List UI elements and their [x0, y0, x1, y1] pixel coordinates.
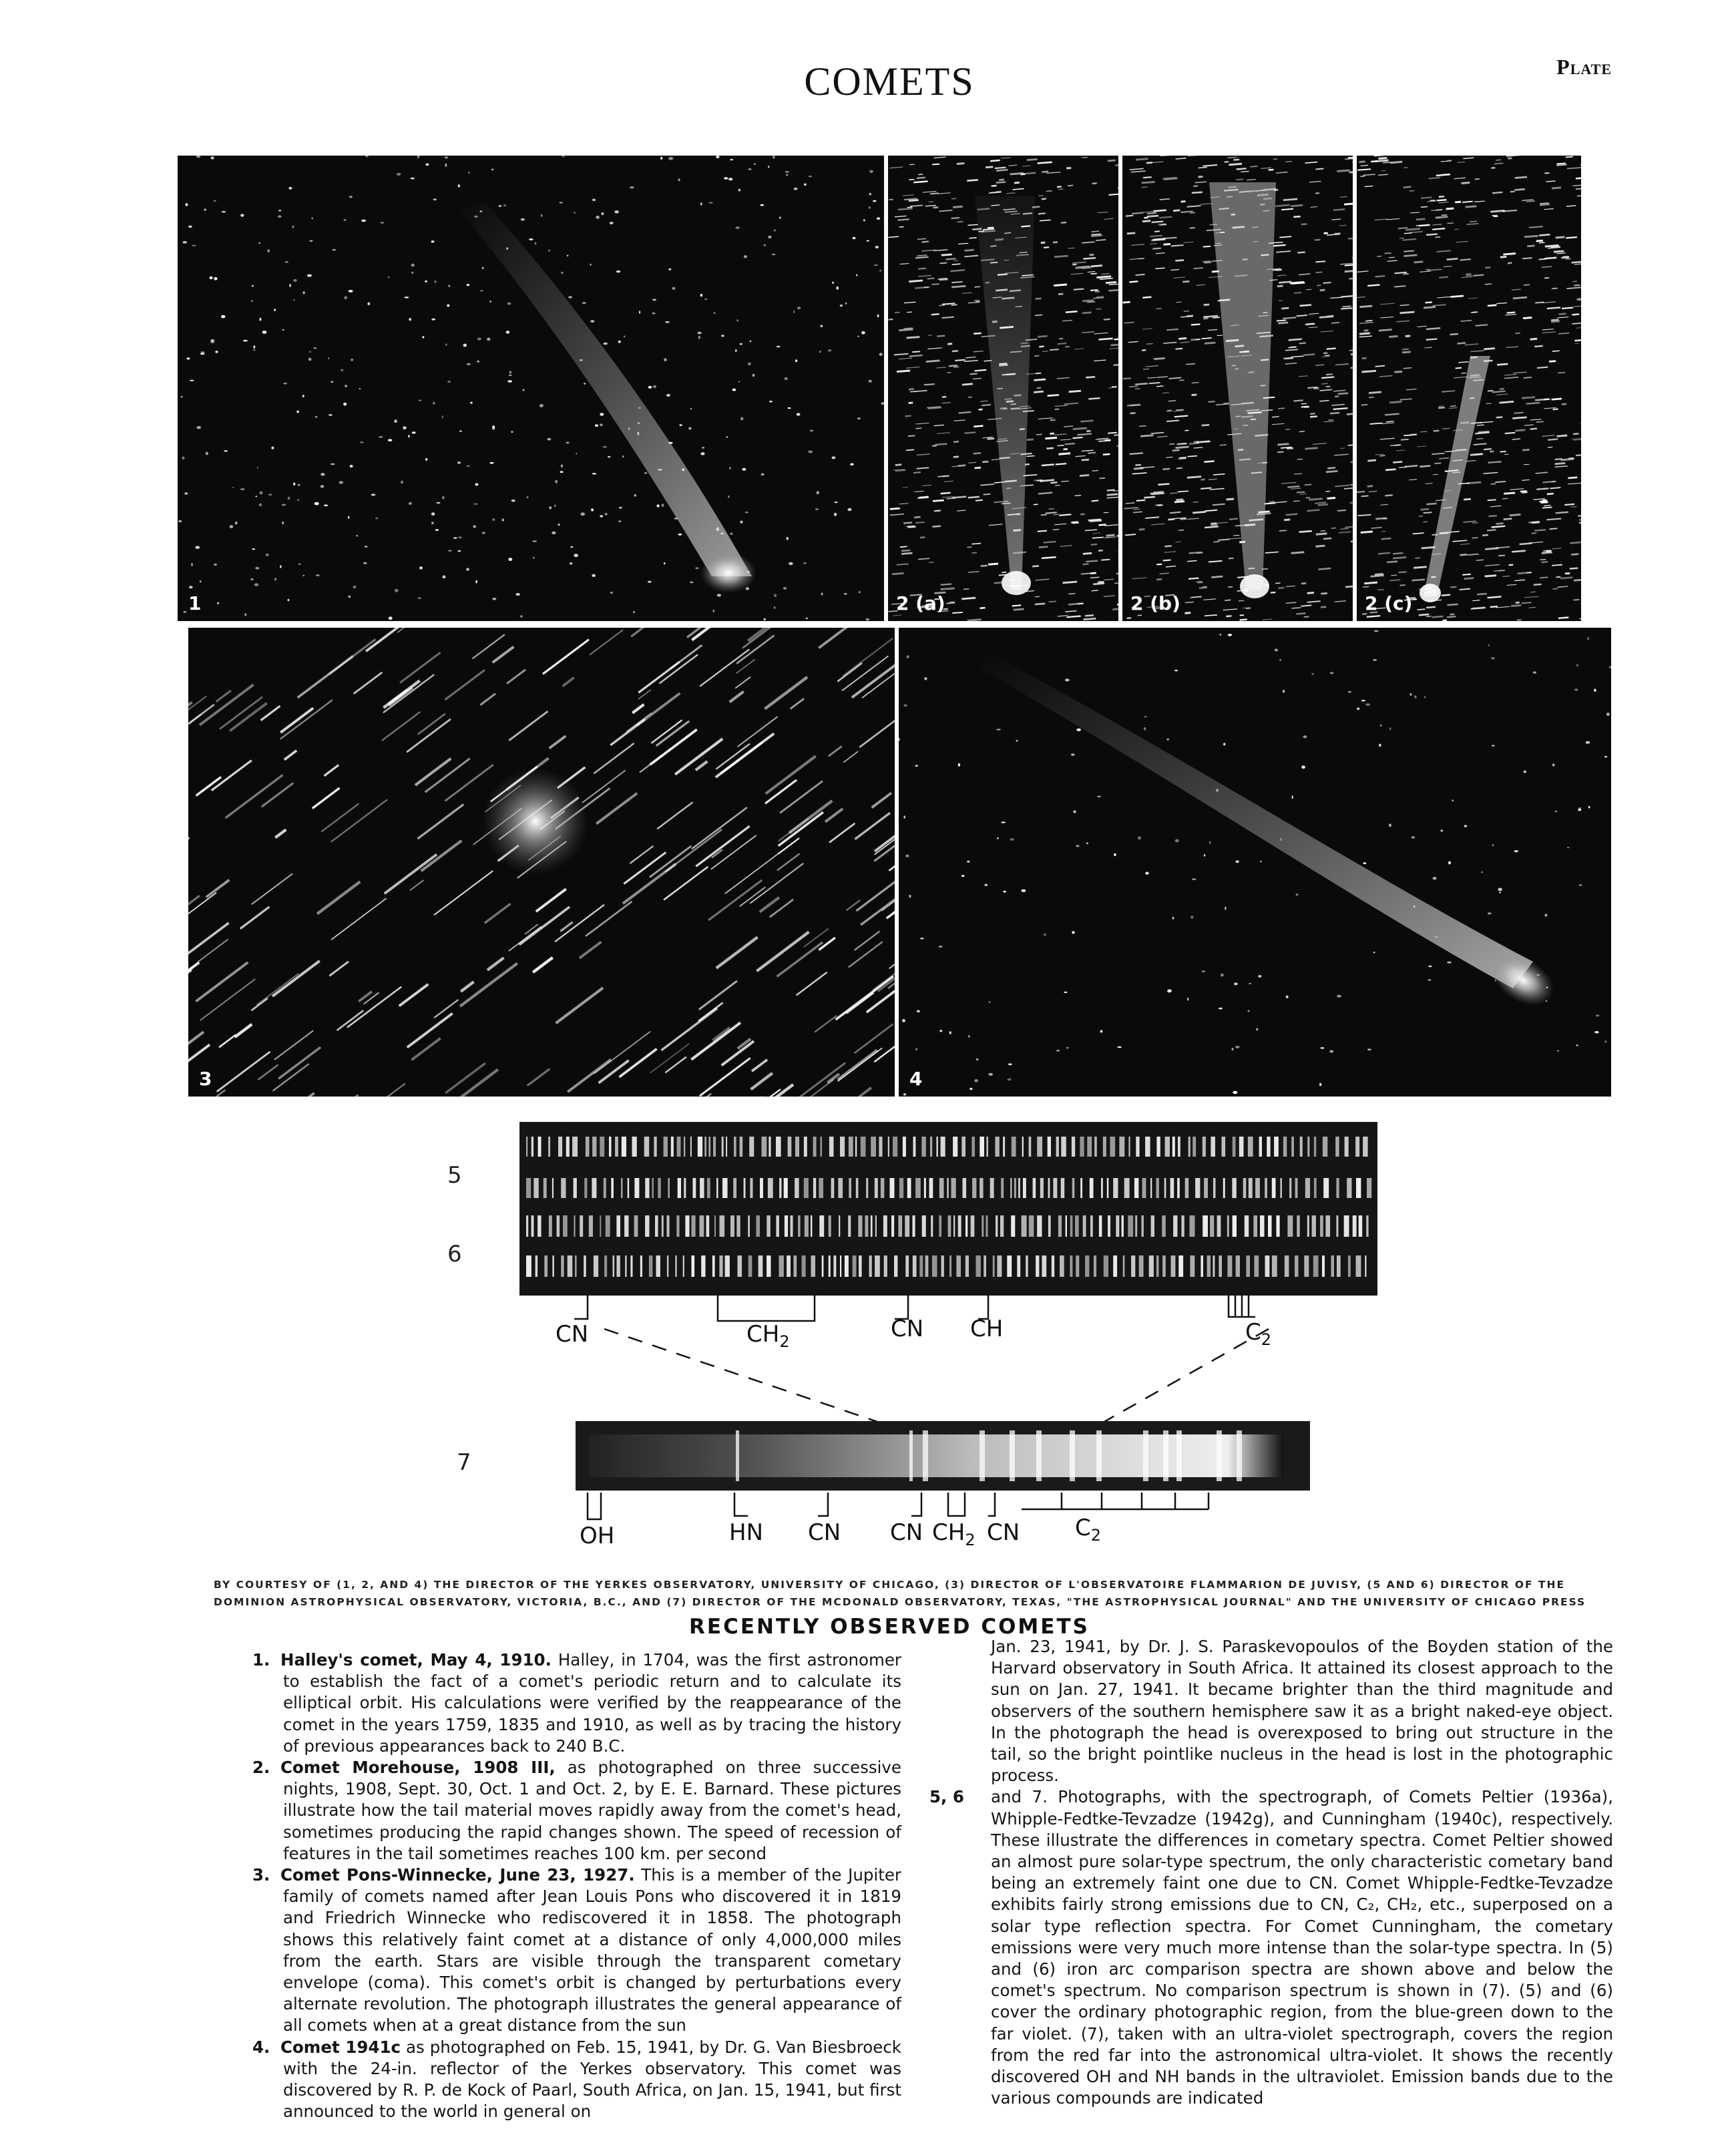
label-hn: HN [729, 1519, 763, 1546]
label-cn-b: CN [891, 1316, 924, 1342]
spectrum-number-7: 7 [457, 1449, 471, 1476]
label-ch2-a: $CH_2$ [746, 1321, 790, 1351]
plate-label: Plate [1556, 55, 1612, 79]
photo-label-2a: 2 (a) [896, 592, 945, 614]
label-cn-e: CN [987, 1519, 1020, 1546]
photo-morehouse-c [1357, 156, 1581, 621]
credits-line-2: DOMINION ASTROPHYSICAL OBSERVATORY, VICTORIA, B.C., AND (7) DIRECTOR OF THE MCDONALD OBSERVATORY, TEXAS, "THE ASTROPHYSICAL JOURNAL" AND THE UNIVERSITY OF CHICAGO PRESS [214, 1596, 1586, 1608]
photo-label-4: 4 [909, 1068, 923, 1090]
label-ch: CH [970, 1316, 1004, 1342]
page-title: COMETS [804, 59, 975, 104]
entry-4: 4. Comet 1941c as photographed on Feb. 15, 1941, by Dr. G. Van Biesbroeck with the 24-in. reflector of the Yerkes observatory. This comet was discovered by R. P. de Kock of Paarl, South Africa, on Jan. 15, 1941, but first announced to the world in general on [252, 2037, 901, 2122]
spectrum-number-6: 6 [447, 1241, 462, 1268]
section-heading: RECENTLY OBSERVED COMETS [689, 1615, 1090, 1639]
label-c2-a: $C_2$ [1245, 1319, 1272, 1349]
label-c2-b: $C_2$ [1075, 1515, 1102, 1545]
label-cn-a: CN [556, 1321, 589, 1348]
label-cn-d: CN [890, 1519, 923, 1546]
spectrum-plate-7 [576, 1421, 1310, 1491]
spectrum-plate-5-6 [519, 1122, 1377, 1296]
photo-label-1: 1 [188, 592, 202, 614]
text-column-right [929, 1636, 1613, 2109]
credits-line-1: BY COURTESY OF (1, 2, AND 4) THE DIRECTOR OF THE YERKES OBSERVATORY, UNIVERSITY OF CHICAGO, (3) DIRECTOR OF L'OBSERVATOIRE FLAMMARION DE JUVISY, (5 AND 6) DIRECTOR OF THE [214, 1579, 1566, 1591]
credits [214, 1576, 1616, 1611]
photo-label-2c: 2 (c) [1365, 592, 1413, 614]
spectrum-number-5: 5 [447, 1162, 462, 1189]
photo-morehouse-a [888, 156, 1118, 621]
entry-3: 3. Comet Pons-Winnecke, June 23, 1927. This is a member of the Jupiter family of comets named after Jean Louis Pons who discovered it in 1819 and Friedrich Winnecke who rediscovered it in 1858. The photograph shows this relatively faint comet at a distance of only 4,000,000 miles from the earth. Stars are visible through the transparent cometary envelope (coma). This comet's orbit is changed by perturbations every alternate revolution. The photograph illustrates the general appearance of all comets when at a great distance from the sun [252, 1865, 901, 2035]
label-ch2-b: $CH_2$ [932, 1519, 975, 1549]
text-column-left [252, 1649, 901, 2122]
label-oh: OH [580, 1523, 615, 1549]
entry-2: 2. Comet Morehouse, 1908 III, as photographed on three successive nights, 1908, Sept. 30, Oct. 1 and Oct. 2, by E. E. Barnard. These pictures illustrate how the tail material moves rapidly away from the comet's head, sometimes producing the rapid changes shown. The speed of recession of features in the tail sometimes reaches 100 km. per second [252, 1758, 901, 1863]
photo-label-3: 3 [199, 1068, 212, 1090]
entry-1: 1. Halley's comet, May 4, 1910. Halley, in 1704, was the first astronomer to establish the fact of a comet's periodic return and to calculate its elliptical orbit. His calculations were verified by the reappearance of the comet in the years 1759, 1835 and 1910, as well as by tracing the history of previous appearances back to 240 B.C. [252, 1650, 902, 1756]
label-cn-c: CN [808, 1519, 841, 1546]
photo-label-2b: 2 (b) [1130, 592, 1180, 614]
entry-5-6-7: 5, 6 and 7. Photographs, with the spectrograph, of Comets Peltier (1936a), Whipple-Fedtke-Tevzadze (1942g), and Cunningham (1940c), respectively. These illustrate the differences in cometary spectra. Comet Peltier showed an almost pure solar-type spectrum, the only characteristic cometary band being an extremely faint one due to CN. Comet Whipple-Fedtke-Tevzadze exhibits fairly strong emissions due to CN, C₂, CH₂, etc., superposed on a solar type reflection spectra. For Comet Cunningham, the cometary emissions were very much more intense than the solar-type spectra. In (5) and (6) iron arc comparison spectra are shown above and below the comet's spectrum. No comparison spectrum is shown in (7). (5) and (6) cover the ordinary photographic region, from the blue-green down to the far violet. (7), taken with an ultra-violet spectrograph, covers the region from the red far into the astronomical ultra-violet. It shows the recently discovered OH and NH bands in the ultraviolet. Emission bands due to the various compounds are indicated [929, 1787, 1613, 2108]
entry-4-continued: Jan. 23, 1941, by Dr. J. S. Paraskevopoulos of the Boyden station of the Harvard observatory in South Africa. It attained its closest approach to the sun on Jan. 27, 1941. It became brighter than the third magnitude and observers of the southern hemisphere saw it as a bright naked-eye object. In the photograph the head is overexposed to bring out structure in the tail, so the bright pointlike nucleus in the head is lost in the photographic process. [991, 1637, 1613, 1786]
photo-pons-winnecke [188, 628, 895, 1097]
photo-morehouse-b [1122, 156, 1353, 621]
photo-comet-1941c [899, 628, 1611, 1097]
photo-halley-comet [178, 156, 884, 621]
